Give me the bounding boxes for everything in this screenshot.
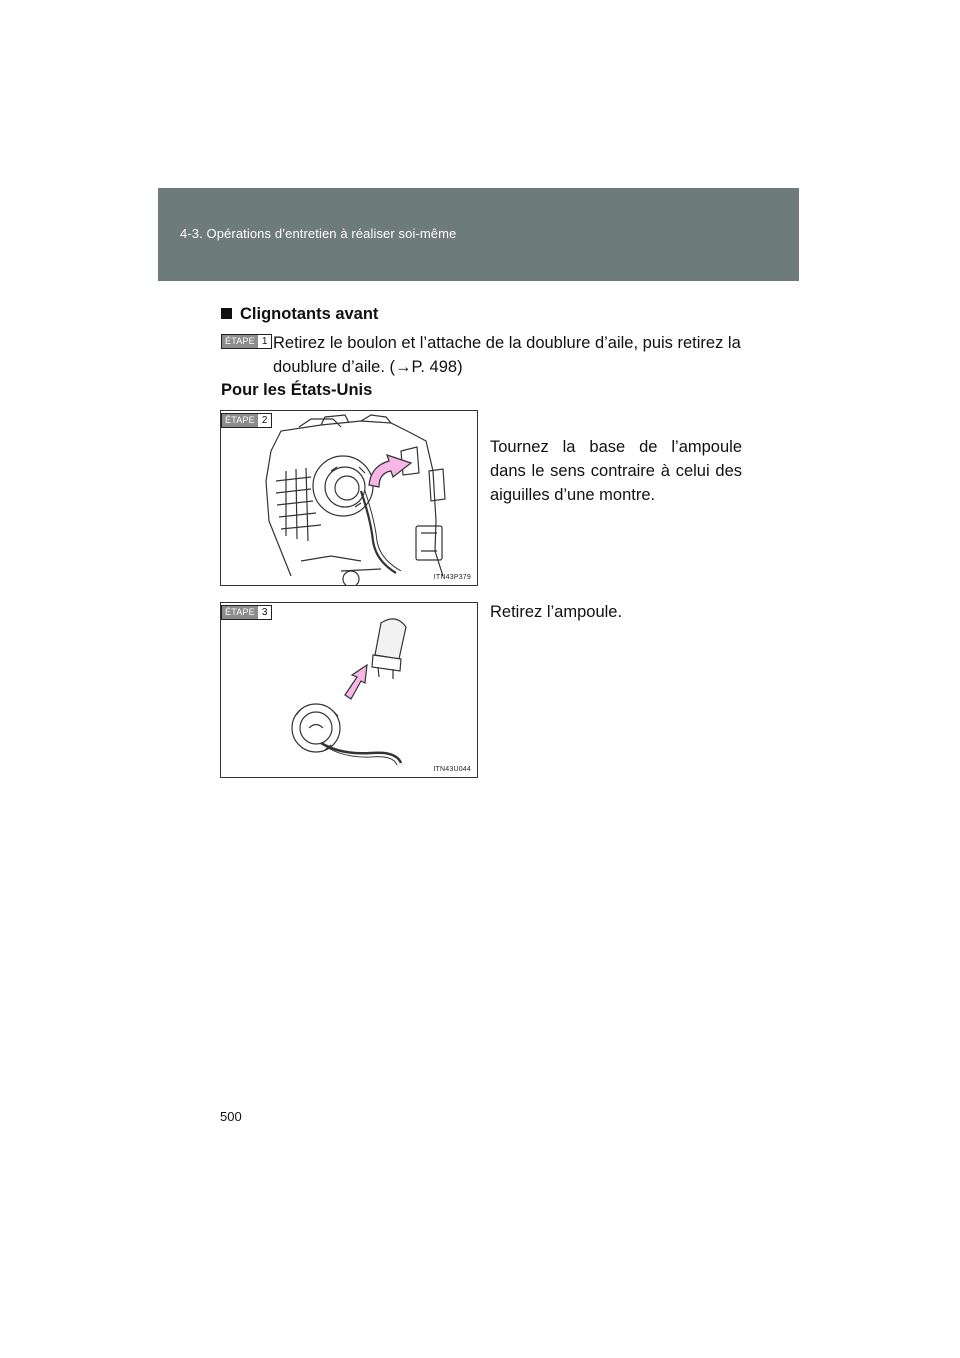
step-1-text: Retirez le boulon et l’attache de la doublure d’aile, puis retirez la doublure d’aile. (→P. 498) (273, 334, 741, 376)
page-number: 500 (220, 1109, 242, 1124)
step-badge-word: ÉTAPE (222, 606, 258, 619)
step-badge-number: 1 (261, 336, 268, 347)
turn-signal-socket-rotate-illustration (221, 411, 477, 585)
step-badge-word: ÉTAPE (222, 335, 258, 348)
figure-code: ITN43U044 (433, 766, 471, 773)
region-subheading: Pour les États-Unis (221, 381, 373, 399)
step-badge-number: 3 (261, 607, 268, 618)
step-badge-word: ÉTAPE (222, 414, 258, 427)
step-1-badge (221, 334, 272, 349)
step-badge-number: 2 (261, 415, 268, 426)
step-2-badge (221, 413, 272, 428)
section-heading (221, 305, 378, 324)
figure-step-2 (220, 410, 478, 586)
chapter-title: 4-3. Opérations d’entretien à réaliser soi-même (180, 226, 457, 241)
step-2-text: Tournez la base de l’ampoule dans le sens contraire à celui des aiguilles d’une montre. (490, 438, 742, 504)
step-3-badge (221, 605, 272, 620)
chapter-header-band (158, 188, 799, 281)
figure-step-3 (220, 602, 478, 778)
figure-code: ITN43P379 (433, 574, 471, 581)
bulb-removal-illustration (221, 603, 477, 777)
section-heading-text: Clignotants avant (240, 305, 379, 323)
step-3-text: Retirez l’ampoule. (490, 603, 623, 621)
square-bullet-icon (221, 308, 232, 319)
